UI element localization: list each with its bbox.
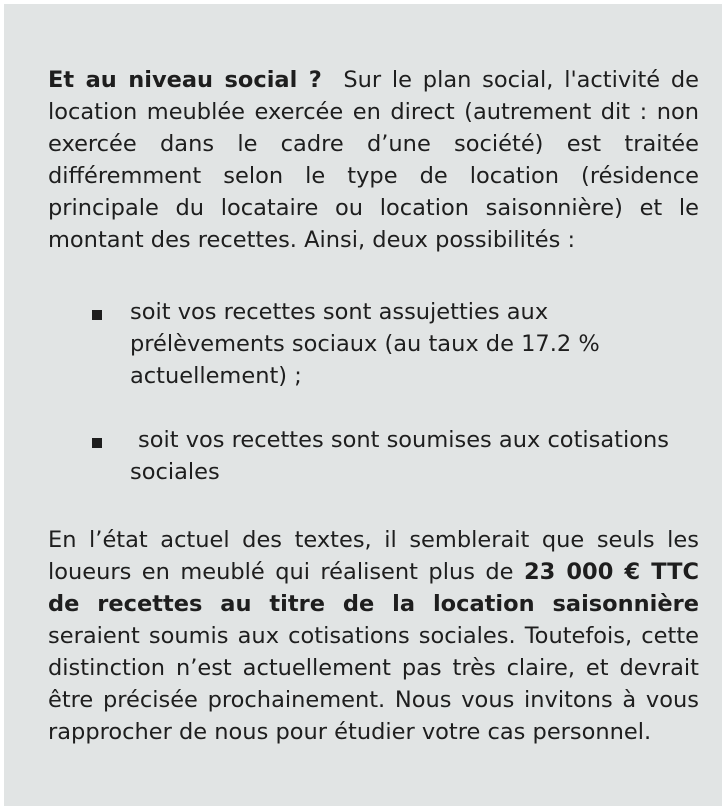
square-bullet-icon — [92, 438, 102, 448]
square-bullet-icon — [92, 310, 102, 320]
conclusion-part1: En l’état actuel des textes, il semblerait que seuls les loueurs en meublé qui réalisent plus de — [48, 527, 699, 585]
intro-body: Sur le plan social, l'activité de location meublée exercée en direct (autrement dit : non exercée dans le cadre d’une société) est traitée différemment selon le type de location (résidence principale du locataire ou location saisonnière) et le montant des recettes. Ainsi, deux possibilités : — [48, 67, 699, 253]
conclusion-bold-amount: 23 000 € TTC de recettes au titre de la location saisonnière — [48, 559, 699, 617]
intro-heading: Et au niveau social ? — [48, 67, 322, 93]
conclusion-part2: seraient soumis aux cotisations sociales. Toutefois, cette distinction n’est actuellement pas très claire, et devrait être précisée prochainement. Nous vous invitons à vous rapprocher de nous pour étudier votre cas personnel. — [48, 623, 699, 745]
conclusion-paragraph — [48, 524, 699, 748]
list-item — [90, 296, 690, 392]
bullet-text: soit vos recettes sont assujetties aux prélèvements sociaux (au taux de 17.2 % actuellement) ; — [130, 299, 600, 389]
info-panel — [4, 4, 722, 806]
list-item — [90, 424, 690, 488]
intro-paragraph — [48, 64, 699, 256]
bullet-list — [90, 296, 690, 488]
bullet-text: soit vos recettes sont soumises aux cotisations sociales — [130, 427, 669, 485]
